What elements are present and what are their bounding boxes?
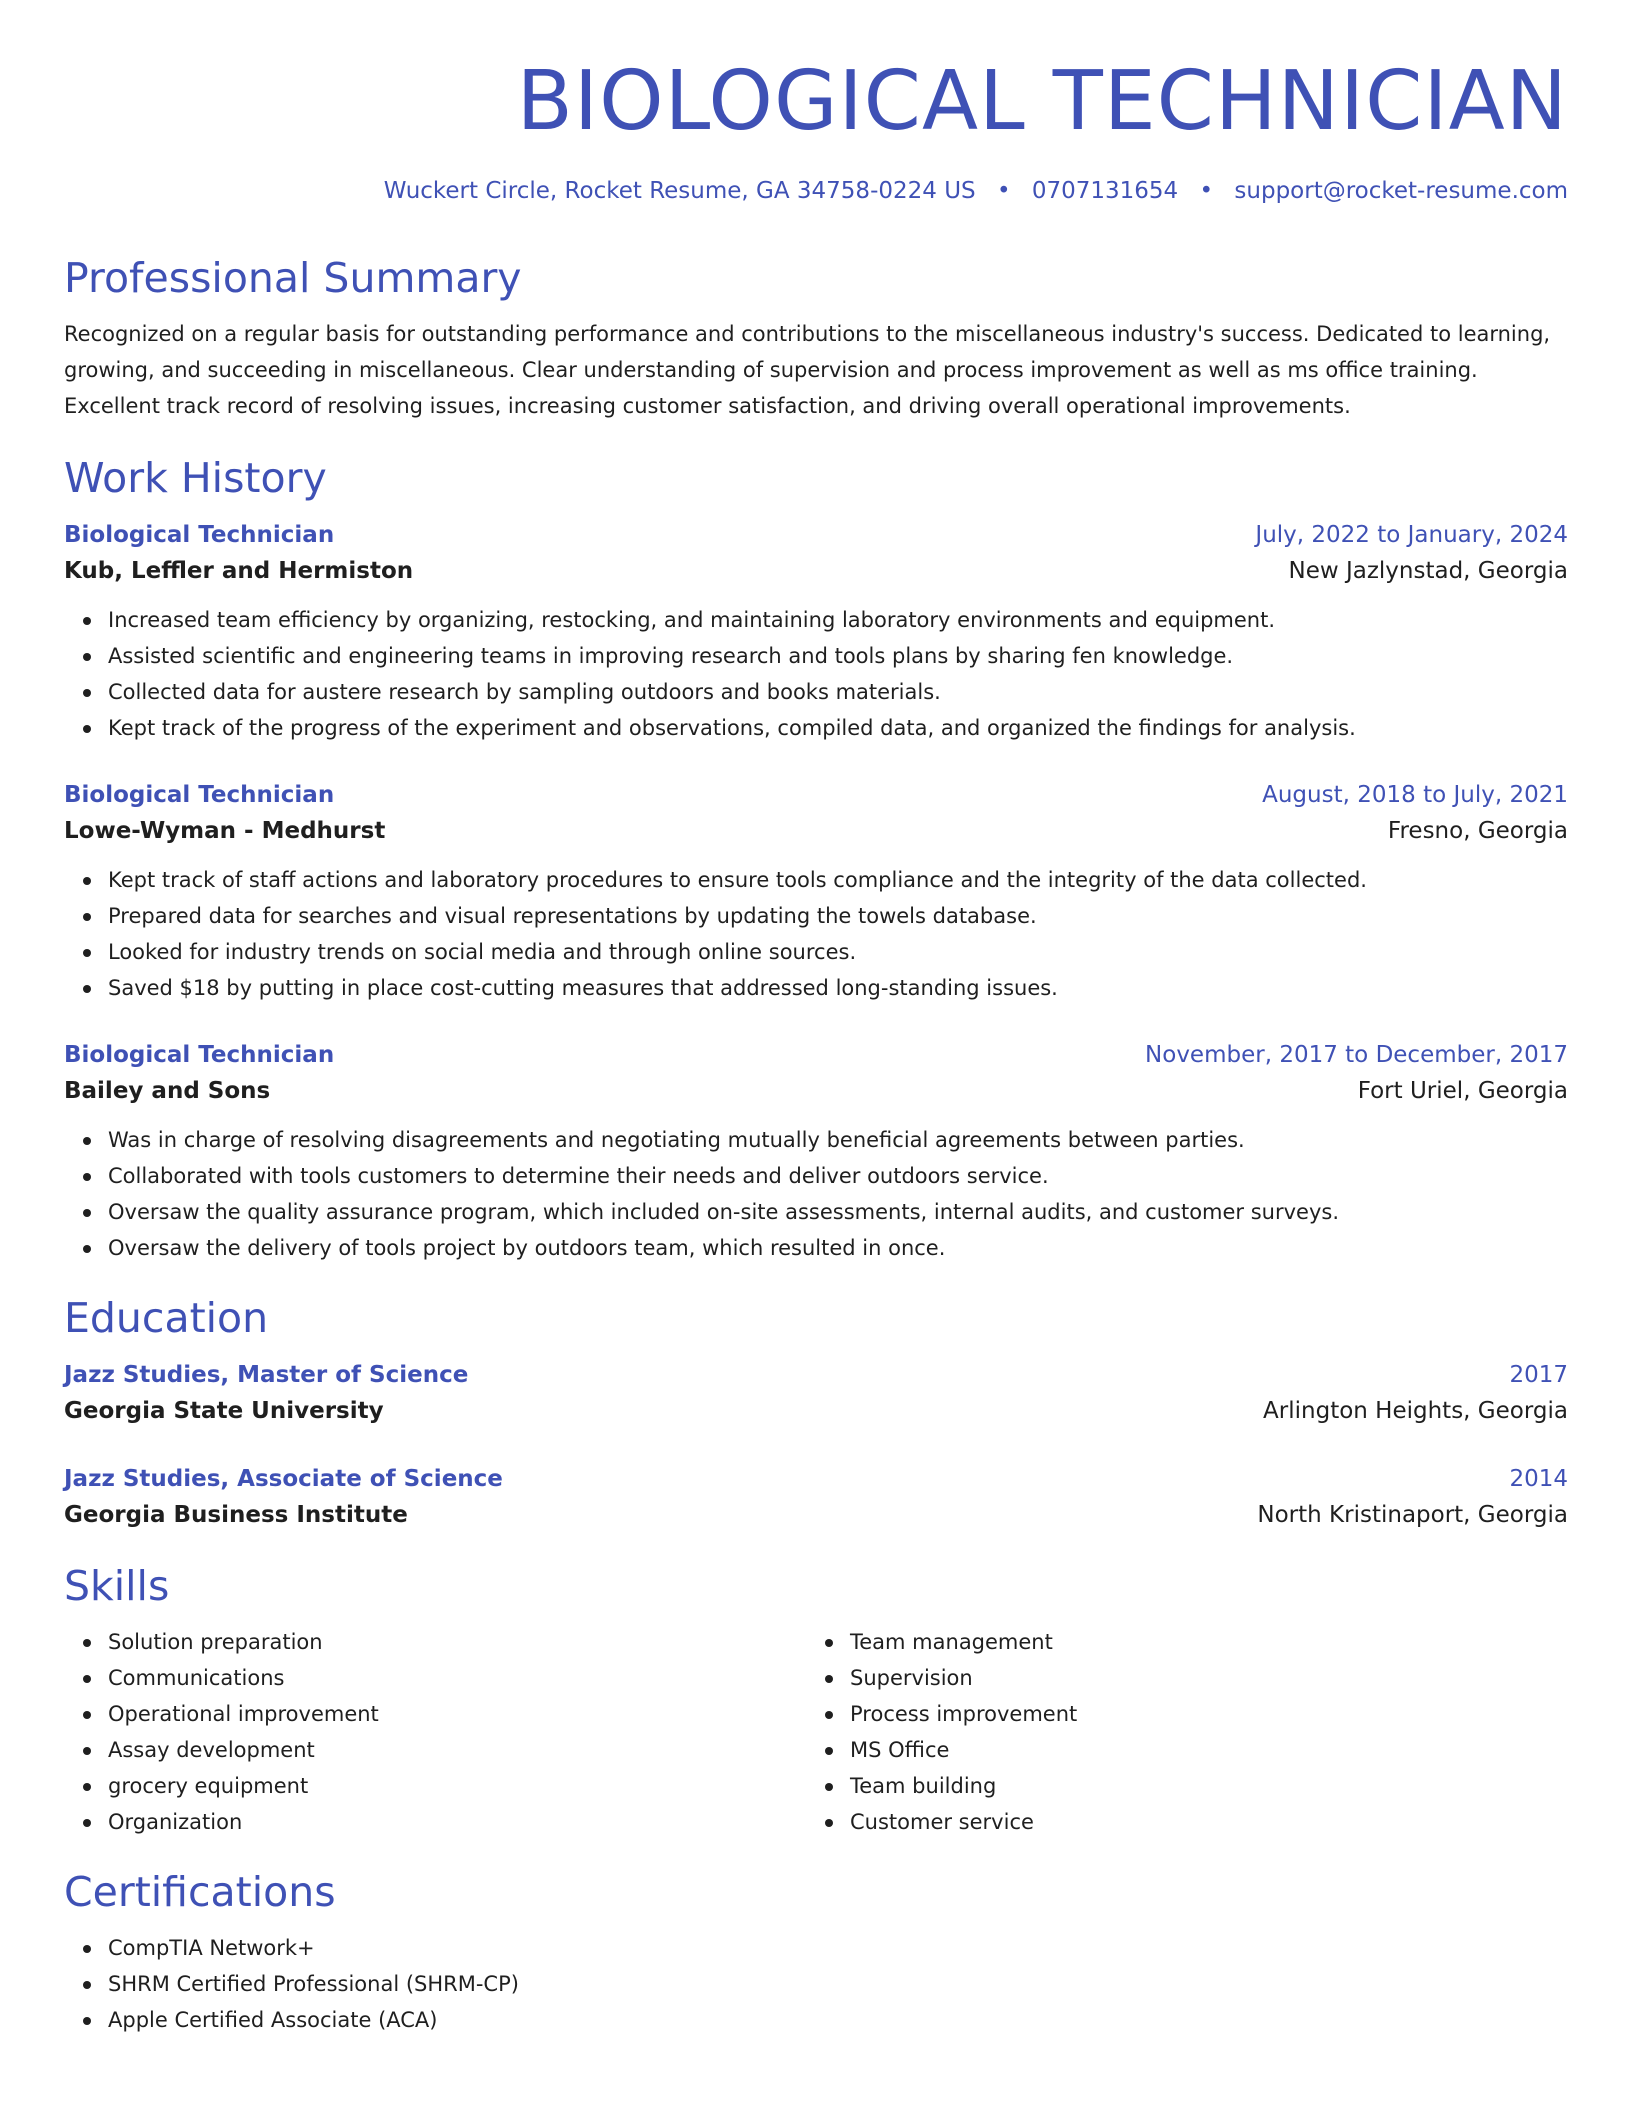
section-title-education: Education xyxy=(64,1294,269,1342)
education-degree: Jazz Studies, Master of Science xyxy=(64,1362,469,1388)
list-item: Customer service xyxy=(850,1804,1548,1840)
education-entry xyxy=(64,1462,1568,1534)
contact-email: support@rocket-resume.com xyxy=(1234,178,1568,204)
job-location: Fresno, Georgia xyxy=(1387,818,1568,844)
skills-list xyxy=(64,1624,806,1840)
education-degree: Jazz Studies, Associate of Science xyxy=(64,1466,503,1492)
job-role: Biological Technician xyxy=(64,1042,335,1068)
job-company: Kub, Leffler and Hermiston xyxy=(64,558,414,584)
list-item: Increased team efficiency by organizing, restocking, and maintaining laboratory environments and equipment. xyxy=(108,602,1568,638)
resume-name: BIOLOGICAL TECHNICIAN xyxy=(516,54,1568,149)
list-item: Assay development xyxy=(108,1732,806,1768)
list-item: Team building xyxy=(850,1768,1548,1804)
education-entry xyxy=(64,1358,1568,1430)
skills-list xyxy=(806,1624,1548,1840)
summary-section xyxy=(64,252,1568,424)
education-year: 2014 xyxy=(1509,1466,1568,1492)
list-item: Process improvement xyxy=(850,1696,1548,1732)
section-title-work: Work History xyxy=(64,454,327,502)
education-location: Arlington Heights, Georgia xyxy=(1263,1398,1568,1424)
list-item: Organization xyxy=(108,1804,806,1840)
contact-separator: • xyxy=(996,178,1011,204)
list-item: SHRM Certified Professional (SHRM-CP) xyxy=(108,1966,1568,2002)
resume-page xyxy=(64,0,1568,2038)
list-item: Looked for industry trends on social media and through online sources. xyxy=(108,934,1568,970)
list-item: Apple Certified Associate (ACA) xyxy=(108,2002,1568,2038)
list-item: Assisted scientific and engineering teams in improving research and tools plans by sharing fen knowledge. xyxy=(108,638,1568,674)
job-company: Lowe-Wyman - Medhurst xyxy=(64,818,386,844)
section-title-summary: Professional Summary xyxy=(64,254,522,302)
work-section xyxy=(64,452,1568,1266)
skills-section xyxy=(64,1560,1568,1840)
job-entry xyxy=(64,1038,1568,1266)
list-item: grocery equipment xyxy=(108,1768,806,1804)
job-dates: November, 2017 to December, 2017 xyxy=(1145,1042,1568,1068)
job-role: Biological Technician xyxy=(64,782,335,808)
certifications-list xyxy=(64,1930,1568,2038)
list-item: Prepared data for searches and visual representations by updating the towels database. xyxy=(108,898,1568,934)
job-role: Biological Technician xyxy=(64,522,335,548)
section-title-skills: Skills xyxy=(64,1562,170,1610)
job-company: Bailey and Sons xyxy=(64,1078,271,1104)
education-section xyxy=(64,1292,1568,1534)
job-dates: August, 2018 to July, 2021 xyxy=(1262,782,1568,808)
education-location: North Kristinaport, Georgia xyxy=(1257,1502,1568,1528)
job-location: New Jazlynstad, Georgia xyxy=(1288,558,1568,584)
job-bullets xyxy=(64,862,1568,1006)
list-item: MS Office xyxy=(850,1732,1548,1768)
contact-line xyxy=(64,176,1568,206)
list-item: Supervision xyxy=(850,1660,1548,1696)
contact-separator: • xyxy=(1199,178,1214,204)
job-entry xyxy=(64,778,1568,1006)
list-item: Saved $18 by putting in place cost-cutting measures that addressed long-standing issues. xyxy=(108,970,1568,1006)
skills-columns xyxy=(64,1612,1568,1840)
skills-column-left xyxy=(64,1612,806,1840)
education-year: 2017 xyxy=(1509,1362,1568,1388)
certifications-section xyxy=(64,1866,1568,2038)
list-item: Solution preparation xyxy=(108,1624,806,1660)
list-item: Kept track of staff actions and laboratory procedures to ensure tools compliance and the integrity of the data collected. xyxy=(108,862,1568,898)
contact-address: Wuckert Circle, Rocket Resume, GA 34758-0224 US xyxy=(383,178,976,204)
contact-phone: 0707131654 xyxy=(1031,178,1179,204)
job-entry xyxy=(64,518,1568,746)
list-item: Collaborated with tools customers to determine their needs and deliver outdoors service. xyxy=(108,1158,1568,1194)
list-item: Oversaw the delivery of tools project by outdoors team, which resulted in once. xyxy=(108,1230,1568,1266)
job-bullets xyxy=(64,602,1568,746)
list-item: Collected data for austere research by sampling outdoors and books materials. xyxy=(108,674,1568,710)
education-school: Georgia Business Institute xyxy=(64,1502,408,1528)
job-dates: July, 2022 to January, 2024 xyxy=(1255,522,1568,548)
skills-column-right xyxy=(806,1612,1548,1840)
list-item: Was in charge of resolving disagreements and negotiating mutually beneficial agreements between parties. xyxy=(108,1122,1568,1158)
section-title-certifications: Certifications xyxy=(64,1868,336,1916)
list-item: Communications xyxy=(108,1660,806,1696)
job-bullets xyxy=(64,1122,1568,1266)
list-item: Operational improvement xyxy=(108,1696,806,1732)
list-item: Kept track of the progress of the experiment and observations, compiled data, and organized the findings for analysis. xyxy=(108,710,1568,746)
summary-text: Recognized on a regular basis for outstanding performance and contributions to the miscellaneous industry's success. Dedicated to learning, growing, and succeeding in miscellaneous. Clear understanding of supervision and process improvement as well as ms office training. Excellent track record of resolving issues, increasing customer satisfaction, and driving overall operational improvements. xyxy=(64,322,1551,418)
job-location: Fort Uriel, Georgia xyxy=(1357,1078,1568,1104)
education-school: Georgia State University xyxy=(64,1398,384,1424)
list-item: Oversaw the quality assurance program, which included on-site assessments, internal audits, and customer surveys. xyxy=(108,1194,1568,1230)
list-item: CompTIA Network+ xyxy=(108,1930,1568,1966)
list-item: Team management xyxy=(850,1624,1548,1660)
